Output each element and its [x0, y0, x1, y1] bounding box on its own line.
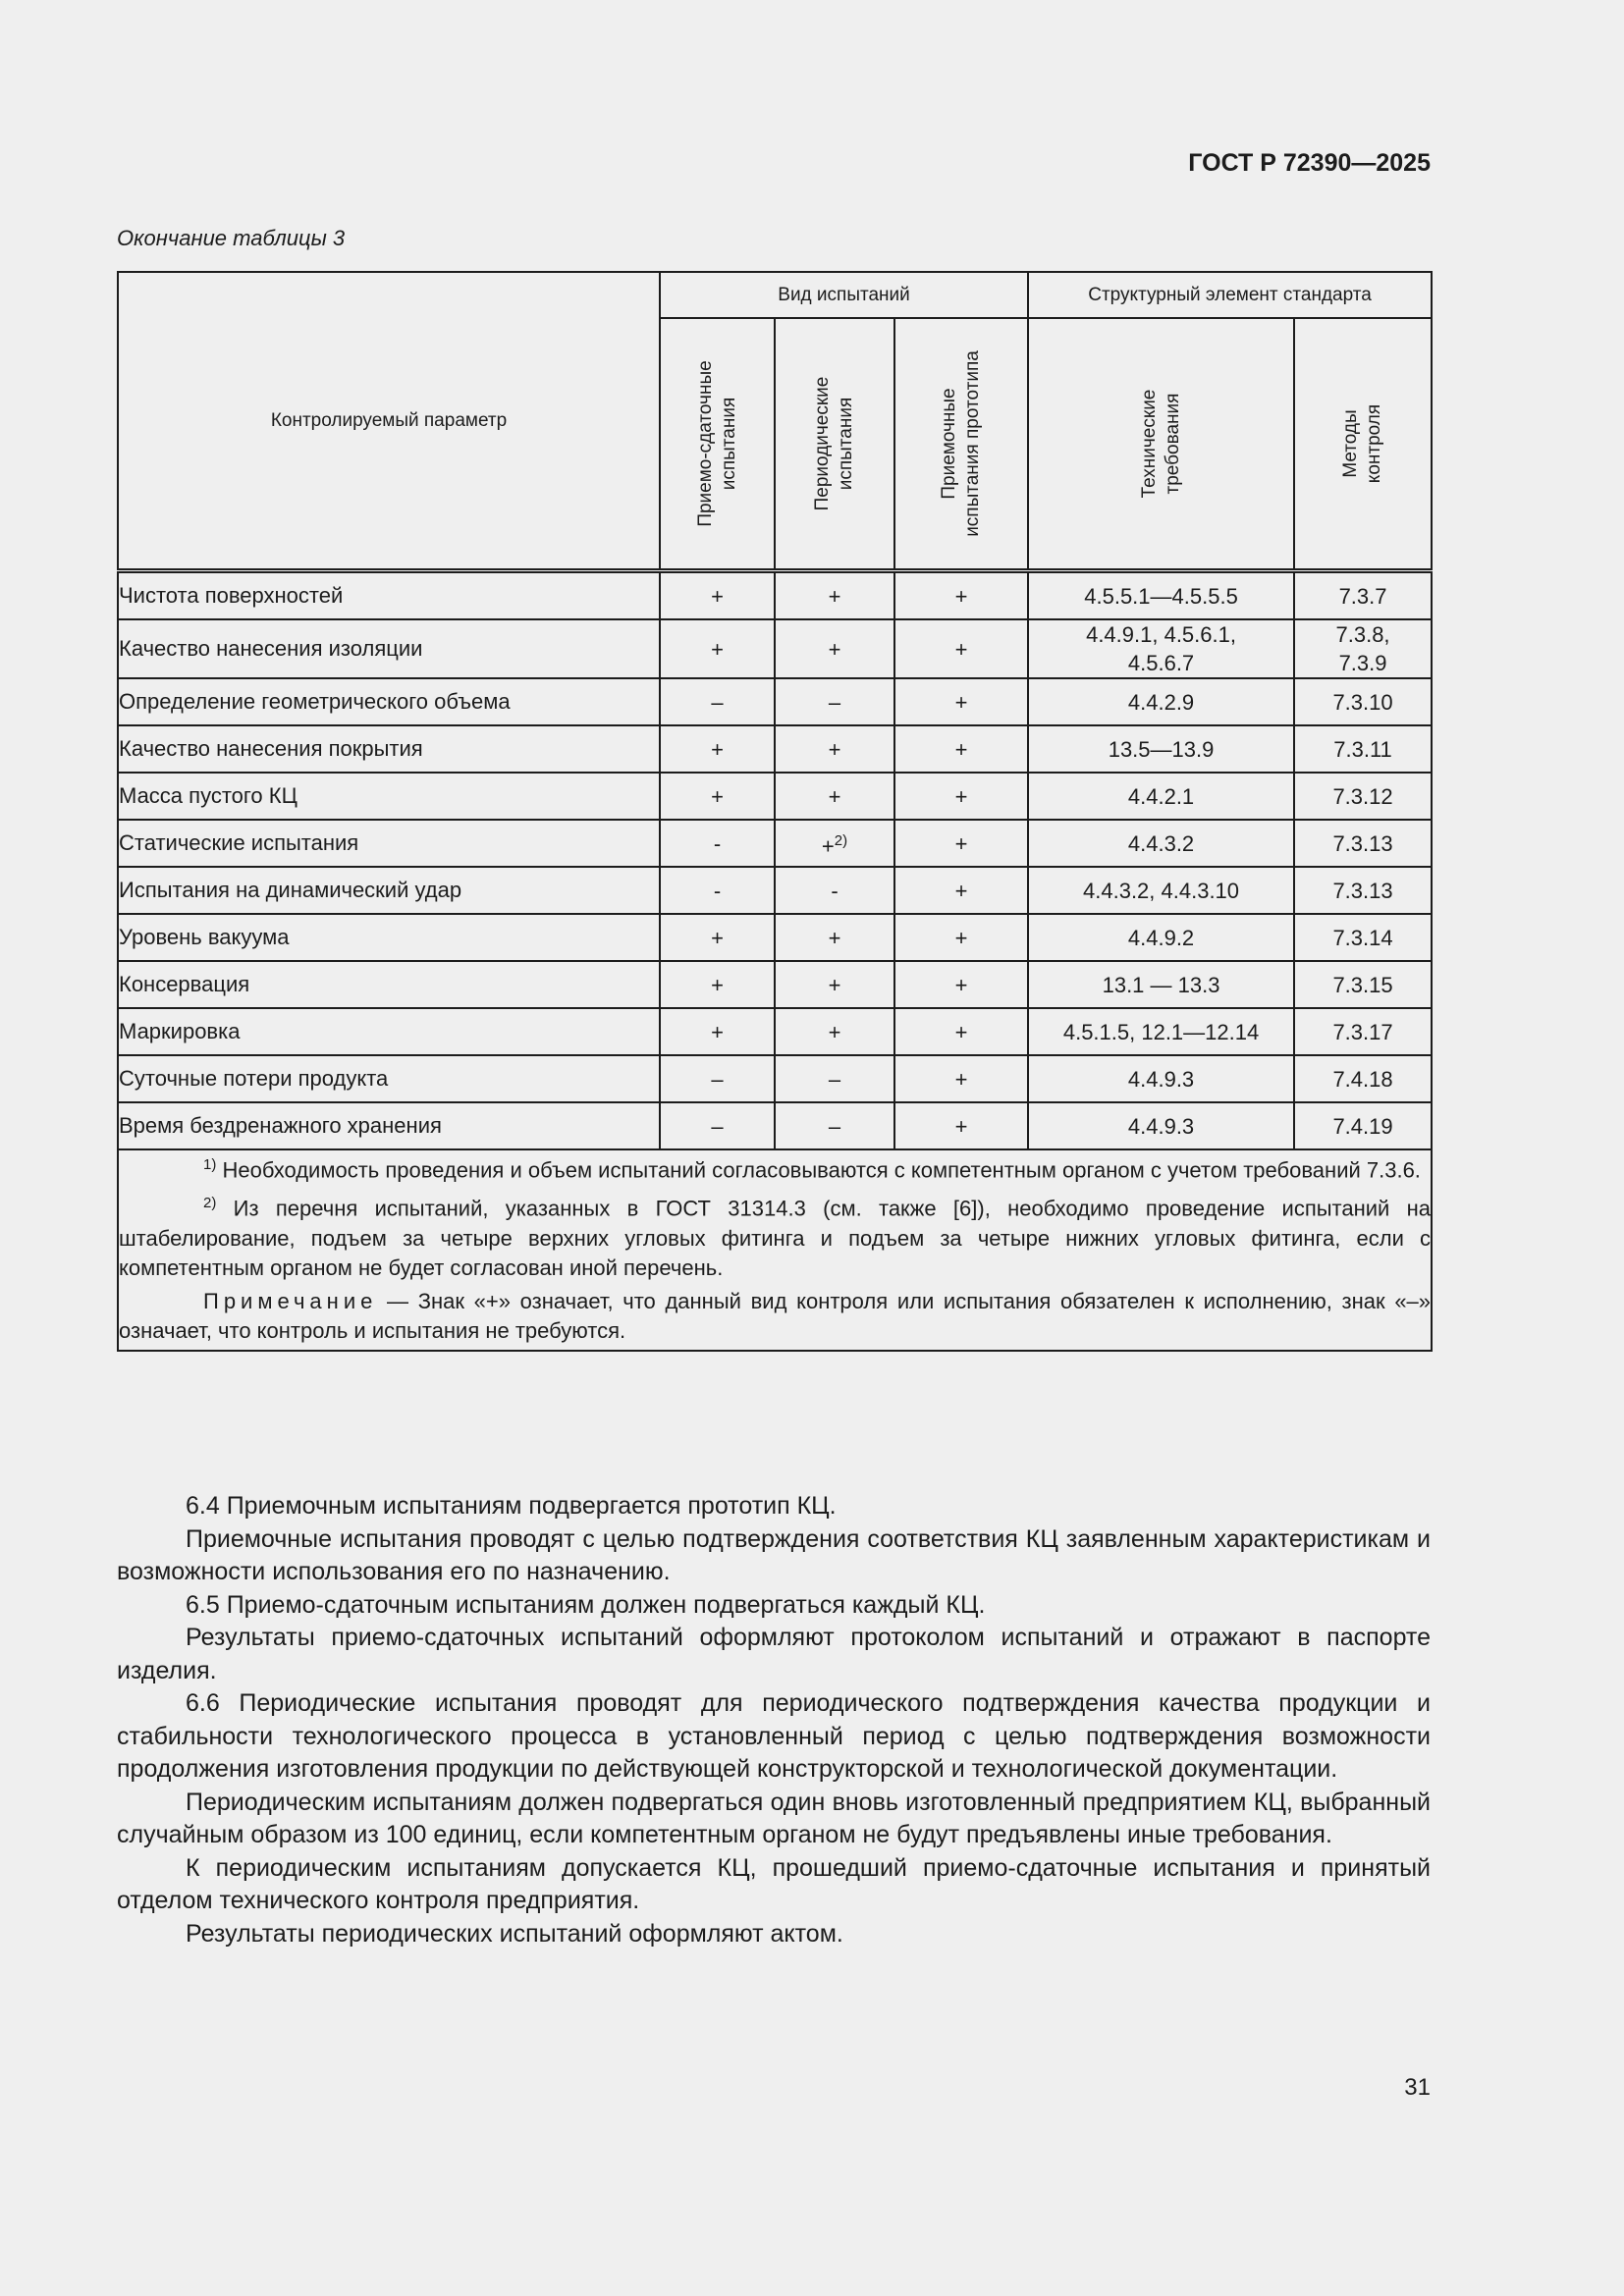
cell-method: 7.3.15 [1294, 961, 1432, 1008]
cell-periodic: + [775, 773, 894, 820]
table-row [118, 725, 1432, 773]
header-periodic-tests: Периодические испытания [775, 318, 894, 571]
cell-prototype: + [894, 1055, 1028, 1102]
cell-parameter: Уровень вакуума [118, 914, 660, 961]
cell-acceptance: + [660, 619, 775, 678]
cell-acceptance: – [660, 1055, 775, 1102]
table-row [118, 1102, 1432, 1149]
footnote-1: $^{1)}$ Необходимость проведения и объем испытаний согласовываются с компетентным органом с учетом требований 7.3.6. [203, 1156, 1421, 1183]
cell-method: 7.3.17 [1294, 1008, 1432, 1055]
cell-prototype: + [894, 571, 1028, 620]
cell-periodic: – [775, 1055, 894, 1102]
table-row [118, 571, 1432, 620]
cell-requirements: 4.4.3.2, 4.4.3.10 [1028, 867, 1294, 914]
cell-prototype: + [894, 1102, 1028, 1149]
body-paragraph: Результаты периодических испытаний оформляют актом. [186, 1919, 843, 1948]
body-paragraph: Приемочные испытания проводят с целью подтверждения соответствия КЦ заявленным характеристикам и возможности использования его по назначению. [117, 1524, 1431, 1585]
table-row [118, 867, 1432, 914]
cell-prototype: + [894, 914, 1028, 961]
cell-requirements: 4.4.9.2 [1028, 914, 1294, 961]
table-row [118, 1055, 1432, 1102]
cell-periodic: – [775, 1102, 894, 1149]
cell-requirements: 4.4.2.1 [1028, 773, 1294, 820]
cell-acceptance: + [660, 914, 775, 961]
cell-acceptance: - [660, 820, 775, 867]
table-row [118, 914, 1432, 961]
cell-method: 7.3.7 [1294, 571, 1432, 620]
cell-method: 7.3.8, 7.3.9 [1294, 619, 1432, 678]
cell-parameter: Испытания на динамический удар [118, 867, 660, 914]
cell-method: 7.3.13 [1294, 820, 1432, 867]
cell-periodic: - [775, 867, 894, 914]
cell-periodic: + [775, 914, 894, 961]
cell-prototype: + [894, 1008, 1028, 1055]
cell-parameter: Чистота поверхностей [118, 571, 660, 620]
cell-prototype: + [894, 678, 1028, 725]
cell-parameter: Суточные потери продукта [118, 1055, 660, 1102]
cell-prototype: + [894, 867, 1028, 914]
header-prototype-tests: Приемочные испытания прототипа [894, 318, 1028, 571]
table-row [118, 961, 1432, 1008]
table-row [118, 678, 1432, 725]
table-notes [118, 1149, 1432, 1351]
cell-acceptance: + [660, 961, 775, 1008]
cell-method: 7.4.19 [1294, 1102, 1432, 1149]
cell-requirements: 13.1 — 13.3 [1028, 961, 1294, 1008]
cell-requirements: 4.4.9.3 [1028, 1102, 1294, 1149]
note-label: Примечание [203, 1288, 378, 1313]
cell-method: 7.3.13 [1294, 867, 1432, 914]
body-paragraph: 6.4 Приемочным испытаниям подвергается прототип КЦ. [186, 1492, 837, 1520]
cell-prototype: + [894, 725, 1028, 773]
table-row [118, 773, 1432, 820]
cell-periodic: – [775, 678, 894, 725]
body-paragraph: К периодическим испытаниям допускается КЦ, прошедший приемо-сдаточные испытания и принятый отделом технического контроля предприятия. [117, 1853, 1431, 1914]
header-structural-element: Структурный элемент стандарта [1028, 272, 1432, 318]
cell-parameter: Консервация [118, 961, 660, 1008]
cell-requirements: 4.4.9.1, 4.5.6.1, 4.5.6.7 [1028, 619, 1294, 678]
cell-parameter: Время бездренажного хранения [118, 1102, 660, 1149]
cell-prototype: + [894, 773, 1028, 820]
cell-requirements: 13.5—13.9 [1028, 725, 1294, 773]
cell-parameter: Маркировка [118, 1008, 660, 1055]
body-paragraph: Периодическим испытаниям должен подвергаться один вновь изготовленный предприятием КЦ, выбранный случайным образом из 100 единиц, если компетентным органом не будут предъявлены иные требования. [117, 1788, 1431, 1848]
test-table [117, 271, 1433, 1352]
header-test-type: Вид испытаний [660, 272, 1028, 318]
header-technical-requirements: Технические требования [1028, 318, 1294, 571]
document-code: ГОСТ Р 72390—2025 [1188, 149, 1431, 177]
footnote-2: $^{2)}$ Из перечня испытаний, указанных в ГОСТ 31314.3 (см. также [6]), необходимо проведение испытаний на штабелирование, подъем за четыре верхних угловых фитинга и подъем за четыре нижних угловых фитинга, если с компетентным органом не будет согласован иной перечень. [119, 1195, 1432, 1280]
cell-prototype: + [894, 619, 1028, 678]
cell-requirements: 4.4.9.3 [1028, 1055, 1294, 1102]
cell-periodic: + [775, 619, 894, 678]
cell-parameter: Определение геометрического объема [118, 678, 660, 725]
cell-acceptance: – [660, 678, 775, 725]
cell-method: 7.3.14 [1294, 914, 1432, 961]
cell-acceptance: - [660, 867, 775, 914]
cell-acceptance: + [660, 773, 775, 820]
cell-periodic: + [775, 961, 894, 1008]
cell-prototype: + [894, 820, 1028, 867]
cell-requirements: 4.5.1.5, 12.1—12.14 [1028, 1008, 1294, 1055]
header-controlled-parameter: Контролируемый параметр [118, 272, 660, 571]
page-number: 31 [1404, 2074, 1431, 2101]
cell-prototype: + [894, 961, 1028, 1008]
cell-parameter: Масса пустого КЦ [118, 773, 660, 820]
cell-method: 7.3.10 [1294, 678, 1432, 725]
footnote-ref: 2) [834, 831, 848, 849]
cell-requirements: 4.5.5.1—4.5.5.5 [1028, 571, 1294, 620]
cell-parameter: Качество нанесения изоляции [118, 619, 660, 678]
cell-method: 7.4.18 [1294, 1055, 1432, 1102]
cell-parameter: Качество нанесения покрытия [118, 725, 660, 773]
cell-acceptance: – [660, 1102, 775, 1149]
cell-periodic: + [775, 1008, 894, 1055]
cell-requirements: 4.4.2.9 [1028, 678, 1294, 725]
cell-parameter: Статические испытания [118, 820, 660, 867]
cell-periodic: + [775, 571, 894, 620]
cell-periodic: +$^{2)}$ [775, 820, 894, 867]
cell-acceptance: + [660, 1008, 775, 1055]
cell-acceptance: + [660, 725, 775, 773]
body-paragraph: 6.6 Периодические испытания проводят для периодического подтверждения качества продукции и стабильности технологического процесса в установленный период с целью подтверждения возможности продолжения изготовления продукции по действующей конструкторской и технологической документации. [117, 1689, 1431, 1783]
body-paragraph: Результаты приемо-сдаточных испытаний оформляют протоколом испытаний и отражают в паспорте изделия. [117, 1624, 1431, 1684]
body-text [117, 1490, 1431, 1950]
header-control-methods: Методы контроля [1294, 318, 1432, 571]
table-row [118, 619, 1432, 678]
header-acceptance-delivery-tests: Приемо-сдаточные испытания [660, 318, 775, 571]
table-row [118, 820, 1432, 867]
body-paragraph: 6.5 Приемо-сдаточным испытаниям должен подвергаться каждый КЦ. [186, 1590, 986, 1619]
table-row [118, 1008, 1432, 1055]
cell-periodic: + [775, 725, 894, 773]
table-caption: Окончание таблицы 3 [117, 226, 346, 250]
table-note: Примечание — Знак «+» означает, что данный вид контроля или испытания обязателен к исполнению, знак «–» означает, что контроль и испытания не требуются. [119, 1288, 1432, 1343]
cell-method: 7.3.12 [1294, 773, 1432, 820]
cell-method: 7.3.11 [1294, 725, 1432, 773]
cell-requirements: 4.4.3.2 [1028, 820, 1294, 867]
cell-acceptance: + [660, 571, 775, 620]
